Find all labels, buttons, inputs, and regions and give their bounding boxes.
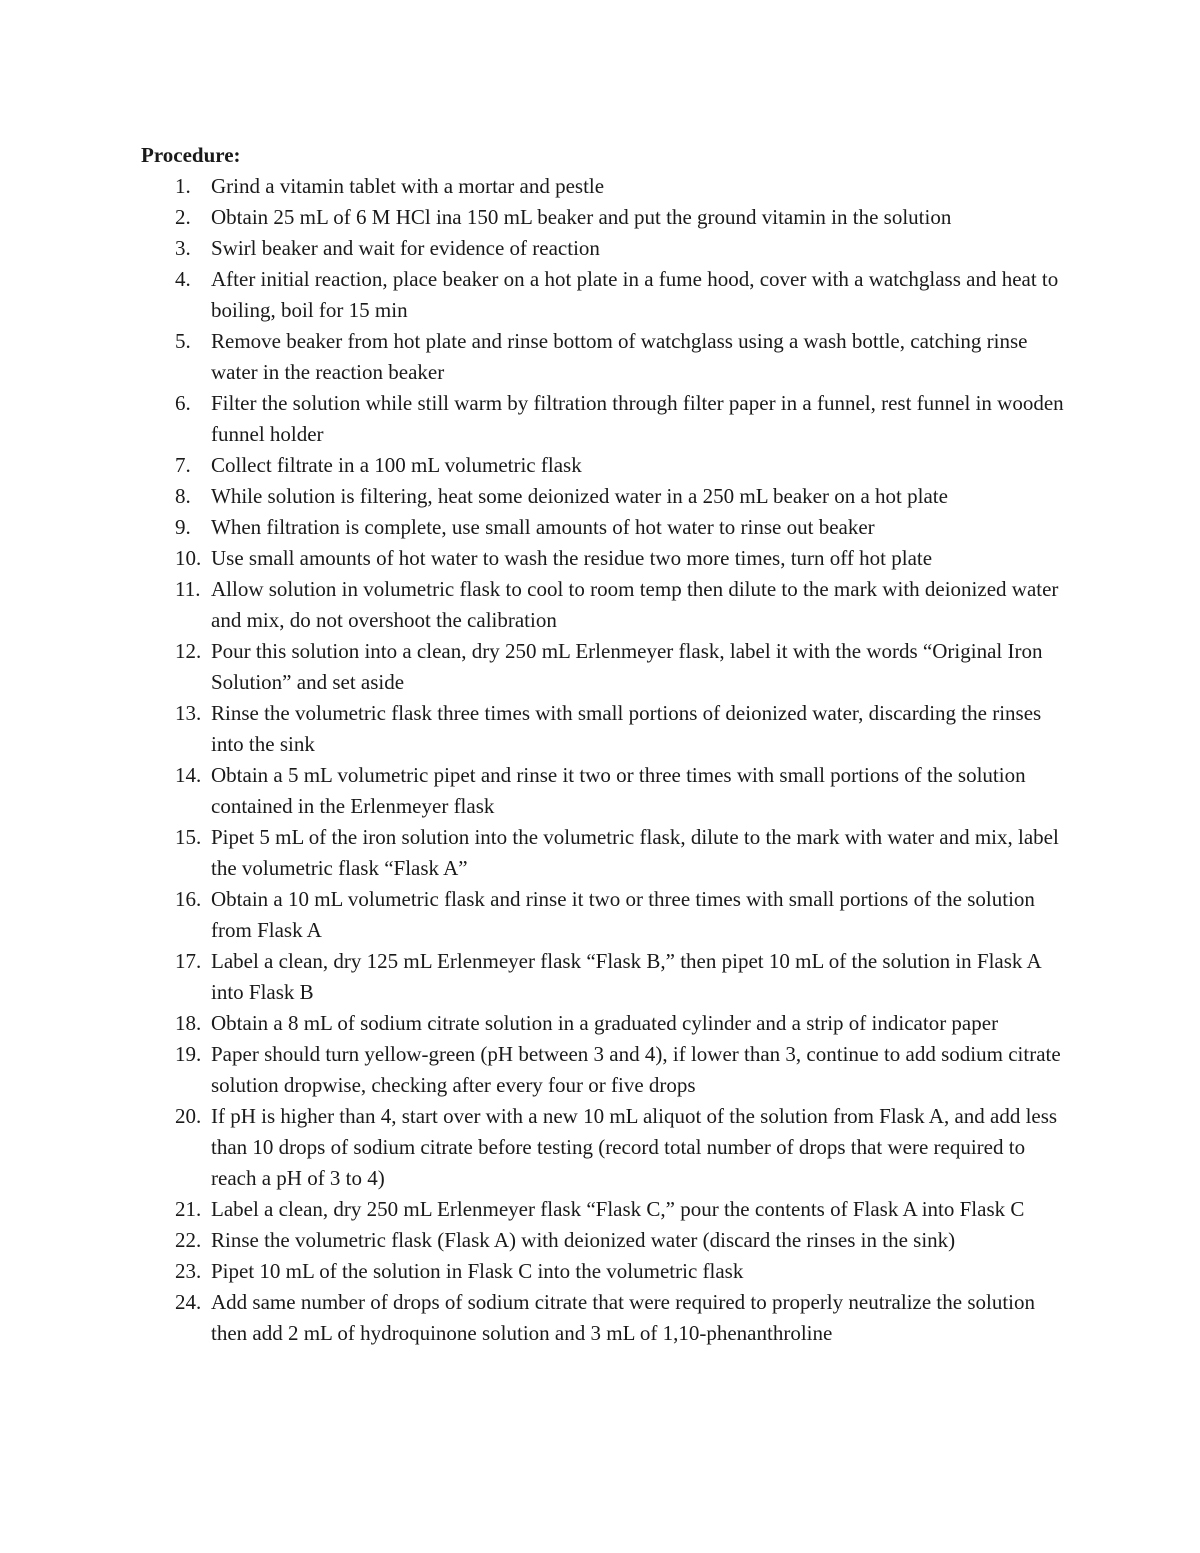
step-number: 11. [175,577,201,601]
procedure-step [141,1101,1071,1194]
step-number: 2. [175,205,191,229]
step-text: Pipet 10 mL of the solution in Flask C into the volumetric flask [211,1259,744,1283]
procedure-step [141,326,1071,388]
step-text: Label a clean, dry 125 mL Erlenmeyer flask “Flask B,” then pipet 10 mL of the solution in Flask A into Flask B [211,949,1041,1004]
procedure-step [141,760,1071,822]
step-number: 21. [175,1197,202,1221]
step-number: 1. [175,174,191,198]
procedure-step [141,1287,1071,1349]
step-text: Obtain a 5 mL volumetric pipet and rinse it two or three times with small portions of the solution contained in the Erlenmeyer flask [211,763,1026,818]
procedure-step [141,946,1071,1008]
step-text: Rinse the volumetric flask three times with small portions of deionized water, discarding the rinses into the sink [211,701,1042,756]
step-text: When filtration is complete, use small amounts of hot water to rinse out beaker [211,515,875,539]
procedure-step [141,1194,1071,1225]
step-number: 10. [175,546,202,570]
step-number: 8. [175,484,191,508]
step-number: 20. [175,1104,202,1128]
step-number: 14. [175,763,202,787]
step-number: 23. [175,1259,202,1283]
step-text: Swirl beaker and wait for evidence of reaction [211,236,600,260]
procedure-step [141,233,1071,264]
procedure-step [141,574,1071,636]
procedure-step [141,1256,1071,1287]
step-number: 12. [175,639,202,663]
step-text: After initial reaction, place beaker on a hot plate in a fume hood, cover with a watchglass and heat to boiling, boil for 15 min [211,267,1059,322]
procedure-steps-list [141,171,1071,1349]
step-number: 18. [175,1011,202,1035]
step-number: 9. [175,515,191,539]
procedure-step [141,202,1071,233]
step-text: Paper should turn yellow-green (pH between 3 and 4), if lower than 3, continue to add sodium citrate solution dropwise, checking after every four or five drops [211,1042,1061,1097]
step-number: 13. [175,701,202,725]
step-text: Obtain a 10 mL volumetric flask and rinse it two or three times with small portions of the solution from Flask A [211,887,1035,942]
procedure-step [141,450,1071,481]
procedure-step [141,388,1071,450]
step-text: Obtain 25 mL of 6 M HCl ina 150 mL beaker and put the ground vitamin in the solution [211,205,952,229]
step-text: Label a clean, dry 250 mL Erlenmeyer flask “Flask C,” pour the contents of Flask A into Flask C [211,1197,1025,1221]
step-number: 4. [175,267,191,291]
step-text: Use small amounts of hot water to wash the residue two more times, turn off hot plate [211,546,933,570]
procedure-step [141,884,1071,946]
step-text: Pipet 5 mL of the iron solution into the volumetric flask, dilute to the mark with water and mix, label the volumetric flask “Flask A” [211,825,1059,880]
procedure-step [141,822,1071,884]
step-number: 7. [175,453,191,477]
step-text: While solution is filtering, heat some deionized water in a 250 mL beaker on a hot plate [211,484,948,508]
step-number: 16. [175,887,202,911]
procedure-step [141,636,1071,698]
step-number: 24. [175,1290,202,1314]
procedure-document [141,140,1071,1349]
step-number: 15. [175,825,202,849]
procedure-step [141,543,1071,574]
step-number: 19. [175,1042,202,1066]
procedure-step [141,698,1071,760]
procedure-step [141,481,1071,512]
step-number: 3. [175,236,191,260]
step-number: 22. [175,1228,202,1252]
step-text: Pour this solution into a clean, dry 250 mL Erlenmeyer flask, label it with the words “Original Iron Solution” and set aside [211,639,1043,694]
procedure-step [141,1225,1071,1256]
step-number: 5. [175,329,191,353]
step-text: Collect filtrate in a 100 mL volumetric flask [211,453,582,477]
step-text: Filter the solution while still warm by filtration through filter paper in a funnel, rest funnel in wooden funnel holder [211,391,1064,446]
step-text: Allow solution in volumetric flask to cool to room temp then dilute to the mark with deionized water and mix, do not overshoot the calibration [211,577,1059,632]
step-text: Grind a vitamin tablet with a mortar and pestle [211,174,605,198]
step-text: Obtain a 8 mL of sodium citrate solution in a graduated cylinder and a strip of indicator paper [211,1011,999,1035]
procedure-step [141,1008,1071,1039]
step-text: Remove beaker from hot plate and rinse bottom of watchglass using a wash bottle, catching rinse water in the reaction beaker [211,329,1028,384]
step-text: Add same number of drops of sodium citrate that were required to properly neutralize the solution then add 2 mL of hydroquinone solution and 3 mL of 1,10-phenanthroline [211,1290,1036,1345]
step-number: 6. [175,391,191,415]
procedure-step [141,1039,1071,1101]
procedure-step [141,512,1071,543]
step-text: If pH is higher than 4, start over with a new 10 mL aliquot of the solution from Flask A, and add less than 10 drops of sodium citrate before testing (record total number of drops that were required to reach a pH of 3 to 4) [211,1104,1058,1190]
procedure-heading: Procedure: [141,143,241,167]
procedure-step [141,264,1071,326]
step-text: Rinse the volumetric flask (Flask A) with deionized water (discard the rinses in the sink) [211,1228,956,1252]
step-number: 17. [175,949,202,973]
procedure-step [141,171,1071,202]
